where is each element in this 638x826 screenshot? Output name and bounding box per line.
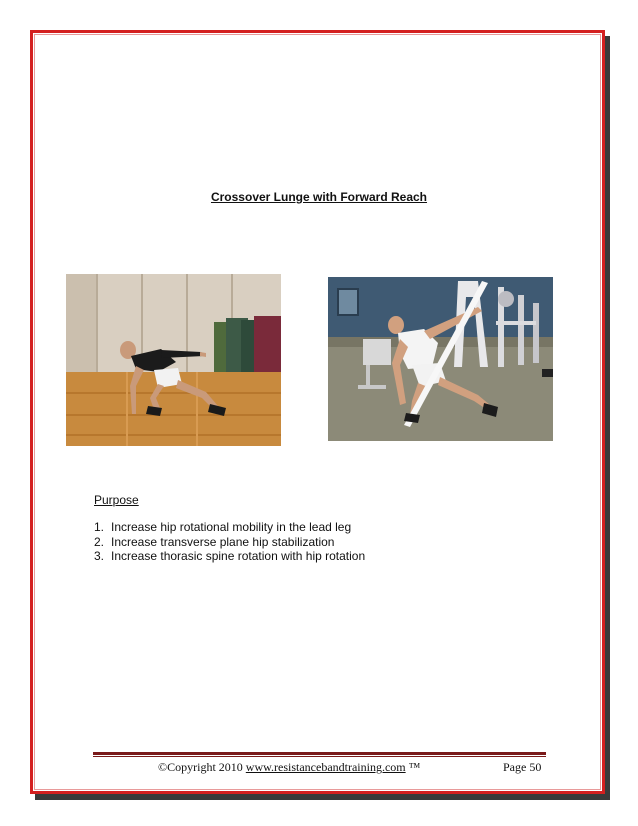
trademark-symbol: ™ [405, 760, 421, 774]
list-item-text: Increase thorasic spine rotation with hip rotation [111, 549, 366, 563]
website-link[interactable]: www.resistancebandtraining.com [245, 760, 406, 774]
list-item-text: Increase hip rotational mobility in the lead leg [111, 520, 352, 534]
list-item [94, 535, 365, 550]
footer-copyright [158, 760, 420, 775]
list-item-number: 2. [94, 534, 105, 549]
exercise-photo-weight-room [328, 277, 553, 441]
page-number: Page 50 [503, 760, 542, 774]
list-item-text: Increase transverse plane hip stabilization [111, 534, 335, 549]
list-item-number: 1. [94, 520, 105, 534]
footer-divider-thin [93, 756, 546, 757]
copyright-text: ©Copyright 2010 [158, 760, 246, 774]
purpose-heading: Purpose [94, 493, 139, 507]
list-item [94, 520, 365, 535]
exercise-photo-gym-floor [66, 274, 281, 446]
exercise-title: Crossover Lunge with Forward Reach [210, 190, 428, 204]
list-item-number: 3. [94, 549, 105, 563]
list-item [94, 549, 365, 564]
purpose-list [94, 520, 365, 564]
footer-divider [93, 752, 546, 755]
